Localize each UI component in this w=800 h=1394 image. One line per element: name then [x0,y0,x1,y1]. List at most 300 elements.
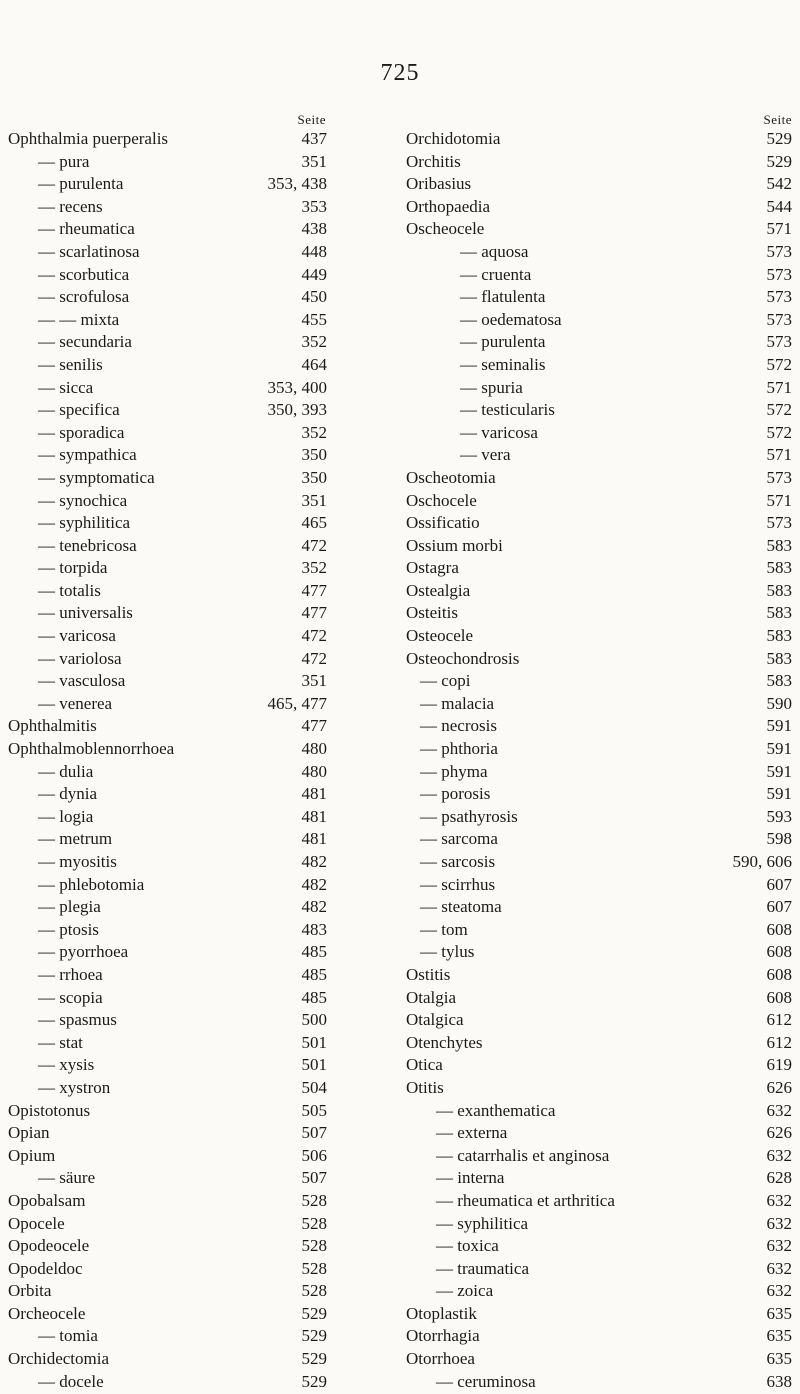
index-entry [406,1280,792,1303]
index-entry [8,173,396,196]
entry-term: — porosis [420,784,491,804]
entry-page-ref: 583 [766,648,792,668]
entry-page-ref: 352 [301,422,327,442]
entry-page-ref: 438 [301,219,327,239]
entry-page-ref: 480 [301,739,327,759]
entry-page-ref: 583 [766,603,792,623]
index-entry [406,1122,792,1145]
entry-page-ref: 583 [766,535,792,555]
entry-page-ref: 632 [766,1213,792,1233]
entry-page-ref: 477 [301,716,327,736]
entry-page-ref: 501 [301,1032,327,1052]
entry-term: — sarcoma [420,829,498,849]
index-entry [8,738,396,761]
index-entry [8,828,396,851]
entry-page-ref: 591 [766,716,792,736]
entry-page-ref: 472 [301,648,327,668]
entry-page-ref: 571 [766,445,792,465]
index-entry [406,806,792,829]
entry-term: — syphilitica [38,513,131,533]
index-entry [8,151,396,174]
entry-list [406,128,792,1393]
entry-term: — secundaria [38,332,132,352]
index-entry [406,490,792,513]
entry-page-ref: 352 [301,332,327,352]
entry-term: — purulenta [38,174,124,194]
entry-term: — phlebotomia [38,874,145,894]
entry-page-ref: 482 [301,874,327,894]
entry-term: — spuria [460,377,523,397]
entry-page-ref: 619 [766,1055,792,1075]
index-entry [406,1100,792,1123]
index-entry [8,1371,396,1394]
index-entry [406,602,792,625]
index-entry [8,919,396,942]
entry-term: — cruenta [460,264,532,284]
entry-page-ref: 632 [766,1258,792,1278]
index-entry [8,964,396,987]
index-entry [8,1280,396,1303]
entry-term: — synochica [38,490,128,510]
entry-term: — scopia [38,987,103,1007]
entry-term: Ophthalmia puerperalis [8,129,169,148]
entry-term: — sicca [38,377,94,397]
index-entry [406,241,792,264]
entry-term: — sporadica [38,422,125,442]
entry-page-ref: 465, 477 [267,693,327,713]
entry-page-ref: 583 [766,671,792,691]
index-entry [8,196,396,219]
entry-term: Orchitis [406,151,461,171]
entry-term: — metrum [38,829,113,849]
entry-list [8,128,396,1393]
entry-term: — spasmus [38,1010,117,1030]
index-entry [406,399,792,422]
entry-page-ref: 572 [766,422,792,442]
entry-page-ref: 608 [766,942,792,962]
entry-term: — externa [436,1123,508,1143]
entry-term: — zoica [436,1281,494,1301]
entry-page-ref: 583 [766,626,792,646]
entry-page-ref: 485 [301,987,327,1007]
entry-term: — symptomatica [38,467,155,487]
entry-term: Opobalsam [8,1190,86,1210]
index-entry [8,602,396,625]
entry-page-ref: 529 [301,1349,327,1369]
column-header-seite: Seite [297,112,326,127]
entry-page-ref: 507 [301,1168,327,1188]
entry-page-ref: 632 [766,1236,792,1256]
index-entry [8,1258,396,1281]
index-entry [8,444,396,467]
index-entry [406,331,792,354]
entry-term: Osteochondrosis [406,648,520,668]
entry-page-ref: 544 [766,196,792,216]
index-entry [8,1303,396,1326]
entry-page-ref: 472 [301,626,327,646]
entry-page-ref: 607 [766,874,792,894]
entry-term: — flatulenta [460,287,546,307]
index-entry [8,1145,396,1168]
entry-term: — phyma [420,761,488,781]
entry-page-ref: 350 [301,445,327,465]
index-entry [8,851,396,874]
page-number: 725 [380,60,420,86]
entry-page-ref: 483 [301,919,327,939]
entry-term: — docele [38,1371,104,1391]
index-entry [8,218,396,241]
entry-term: — seminalis [460,354,546,374]
index-entry [406,173,792,196]
entry-term: — traumatica [436,1258,529,1278]
entry-term: — oedematosa [460,309,562,329]
index-entry [8,399,396,422]
index-entry [406,693,792,716]
entry-page-ref: 573 [766,332,792,352]
entry-page-ref: 481 [301,784,327,804]
entry-page-ref: 352 [301,558,327,578]
entry-term: — universalis [38,603,133,623]
index-entry [8,783,396,806]
index-entry [406,1235,792,1258]
index-entry [8,264,396,287]
entry-page-ref: 593 [766,806,792,826]
entry-page-ref: 350, 393 [267,400,327,420]
entry-term: Ostealgia [406,580,471,600]
entry-term: Orcheocele [8,1303,86,1323]
entry-term: — plegia [38,897,101,917]
entry-page-ref: 450 [301,287,327,307]
entry-term: Orchidotomia [406,129,501,148]
index-entry [8,625,396,648]
index-column-right [406,112,792,1393]
index-entry [8,1100,396,1123]
entry-page-ref: 353, 400 [267,377,327,397]
index-entry [8,1054,396,1077]
entry-term: — recens [38,196,103,216]
entry-page-ref: 591 [766,761,792,781]
entry-term: — exanthematica [436,1100,556,1120]
index-entry [8,128,396,151]
entry-page-ref: 572 [766,400,792,420]
entry-page-ref: 542 [766,174,792,194]
index-entry [406,377,792,400]
entry-term: Orthopaedia [406,196,491,216]
entry-page-ref: 632 [766,1281,792,1301]
entry-page-ref: 571 [766,490,792,510]
entry-page-ref: 590 [766,693,792,713]
entry-term: — vera [460,445,511,465]
entry-term: — myositis [38,852,117,871]
entry-term: — scorbutica [38,264,130,284]
entry-term: Ossificatio [406,513,480,533]
entry-term: Ostagra [406,558,459,578]
entry-term: — syphilitica [436,1213,529,1233]
entry-page-ref: 573 [766,241,792,261]
index-entry [8,354,396,377]
entry-page-ref: 612 [766,1010,792,1030]
entry-term: — logia [38,806,94,826]
entry-page-ref: 529 [301,1326,327,1346]
entry-term: — scrofulosa [38,287,130,307]
index-entry [8,467,396,490]
entry-term: Otenchytes [406,1032,483,1052]
index-entry [8,670,396,693]
entry-page-ref: 481 [301,829,327,849]
index-entry [406,128,792,151]
index-entry [406,444,792,467]
index-entry [406,286,792,309]
index-entry [406,218,792,241]
entry-page-ref: 573 [766,467,792,487]
index-entry [406,1303,792,1326]
entry-term: Otitis [406,1077,444,1097]
entry-term: — pyorrhoea [38,942,129,962]
index-entry [8,715,396,738]
entry-term: Osteocele [406,626,474,646]
index-entry [8,1077,396,1100]
index-entry [8,1122,396,1145]
entry-term: — säure [38,1168,96,1188]
entry-term: Oschocele [406,490,477,510]
index-entry [8,941,396,964]
entry-term: Opistotonus [8,1100,91,1120]
entry-page-ref: 472 [301,535,327,555]
entry-term: — toxica [436,1236,499,1256]
entry-page-ref: 505 [301,1100,327,1120]
entry-term: — venerea [38,693,113,713]
entry-term: Opodeldoc [8,1258,83,1278]
entry-page-ref: 573 [766,513,792,533]
index-entry [406,964,792,987]
entry-page-ref: 448 [301,241,327,261]
index-entry [406,1371,792,1394]
entry-term: — testicularis [460,400,555,420]
entry-term: — rheumatica [38,219,135,239]
entry-term: Otalgica [406,1010,464,1030]
entry-term: Opocele [8,1213,65,1233]
index-entry [406,648,792,671]
entry-page-ref: 573 [766,264,792,284]
index-entry [8,1213,396,1236]
index-entry [406,625,792,648]
entry-term: — catarrhalis et anginosa [436,1145,610,1165]
entry-page-ref: 504 [301,1077,327,1097]
entry-term: — senilis [38,354,103,374]
entry-page-ref: 607 [766,897,792,917]
index-entry [406,738,792,761]
entry-term: Opodeocele [8,1236,90,1256]
entry-term: — sympathica [38,445,137,465]
entry-term: — rheumatica et arthritica [436,1190,615,1210]
entry-term: — steatoma [420,897,502,917]
entry-term: — dulia [38,761,94,781]
entry-term: — varicosa [38,626,116,646]
entry-term: — malacia [420,693,495,713]
index-entry [406,828,792,851]
entry-term: — totalis [38,580,101,600]
index-entry [406,941,792,964]
entry-term: Orchidectomia [8,1349,110,1369]
entry-term: — scirrhus [420,874,496,894]
entry-page-ref: 591 [766,739,792,759]
index-column-left [8,112,396,1393]
entry-term: — dynia [38,784,98,804]
entry-page-ref: 635 [766,1326,792,1346]
index-entry [406,715,792,738]
entry-page-ref: 638 [766,1371,792,1391]
entry-page-ref: 528 [301,1236,327,1256]
entry-term: Otalgia [406,987,457,1007]
index-entry [8,693,396,716]
entry-page-ref: 351 [301,151,327,171]
index-entry [406,422,792,445]
entry-term: Oribasius [406,174,472,194]
index-entry [406,1190,792,1213]
entry-page-ref: 351 [301,671,327,691]
entry-page-ref: 635 [766,1349,792,1369]
index-entry [406,309,792,332]
index-entry [8,648,396,671]
entry-page-ref: 485 [301,964,327,984]
entry-term: Ophthalmitis [8,716,97,736]
index-entry [406,467,792,490]
index-entry [406,1054,792,1077]
index-entry [406,535,792,558]
entry-term: — — mixta [38,309,120,329]
index-entry [406,1348,792,1371]
entry-page-ref: 632 [766,1145,792,1165]
entry-page-ref: 626 [766,1123,792,1143]
entry-term: Ossium morbi [406,535,503,555]
entry-term: — pura [38,151,90,171]
entry-page-ref: 477 [301,580,327,600]
index-entry [406,196,792,219]
index-entry [406,896,792,919]
entry-term: — phthoria [420,739,498,759]
entry-page-ref: 571 [766,377,792,397]
index-entry [8,241,396,264]
entry-page-ref: 455 [301,309,327,329]
entry-page-ref: 351 [301,490,327,510]
index-entry [406,1325,792,1348]
entry-page-ref: 500 [301,1010,327,1030]
entry-page-ref: 481 [301,806,327,826]
index-entry [406,557,792,580]
index-entry [8,1348,396,1371]
entry-term: Otorrhagia [406,1326,480,1346]
index-entry [8,1190,396,1213]
index-entry [8,490,396,513]
index-entry [406,1009,792,1032]
index-entry [8,987,396,1010]
entry-page-ref: 353 [301,196,327,216]
index-entry [406,987,792,1010]
entry-page-ref: 608 [766,987,792,1007]
index-entry [406,1167,792,1190]
entry-page-ref: 506 [301,1145,327,1165]
index-entry [406,851,792,874]
index-entry [406,354,792,377]
column-header-seite: Seite [763,112,792,127]
entry-page-ref: 528 [301,1258,327,1278]
index-entry [406,1258,792,1281]
entry-page-ref: 626 [766,1077,792,1097]
index-entry [406,874,792,897]
entry-page-ref: 608 [766,919,792,939]
entry-term: Otica [406,1055,443,1075]
entry-term: — copi [420,671,471,691]
entry-term: — vasculosa [38,671,126,691]
entry-page-ref: 632 [766,1100,792,1120]
entry-page-ref: 528 [301,1281,327,1301]
index-entry [406,580,792,603]
index-entry [8,896,396,919]
entry-page-ref: 465 [301,513,327,533]
entry-page-ref: 485 [301,942,327,962]
entry-page-ref: 350 [301,467,327,487]
entry-page-ref: 572 [766,354,792,374]
index-entry [8,874,396,897]
entry-term: — specifica [38,400,120,420]
entry-page-ref: 590, 606 [732,852,792,871]
entry-term: Oscheocele [406,219,485,239]
index-entry [8,535,396,558]
entry-page-ref: 571 [766,219,792,239]
entry-term: — torpida [38,558,108,578]
entry-term: — tylus [420,942,475,962]
entry-page-ref: 583 [766,558,792,578]
entry-term: Ophthalmoblennorrhoea [8,739,175,759]
index-entry [406,512,792,535]
index-entry [406,1213,792,1236]
index-entry [8,331,396,354]
entry-page-ref: 528 [301,1190,327,1210]
entry-page-ref: 573 [766,309,792,329]
entry-term: — scarlatinosa [38,241,140,261]
entry-page-ref: 529 [301,1371,327,1391]
entry-term: Ostitis [406,964,451,984]
entry-term: Opian [8,1123,50,1143]
entry-term: — rrhoea [38,964,103,984]
entry-term: — ceruminosa [436,1371,536,1391]
index-entry [406,919,792,942]
entry-term: — purulenta [460,332,546,352]
index-entry [8,557,396,580]
index-entry [8,1009,396,1032]
entry-term: — aquosa [460,241,529,261]
index-entry [406,151,792,174]
entry-page-ref: 353, 438 [267,174,327,194]
index-entry [406,1077,792,1100]
index-entry [406,670,792,693]
entry-term: — xysis [38,1055,95,1075]
index-entry [8,580,396,603]
index-entry [8,512,396,535]
index-entry [8,806,396,829]
entry-page-ref: 464 [301,354,327,374]
index-entry [406,783,792,806]
entry-term: — interna [436,1168,505,1188]
entry-page-ref: 529 [766,129,792,148]
index-entry [8,1235,396,1258]
entry-term: — xystron [38,1077,111,1097]
entry-page-ref: 529 [301,1303,327,1323]
entry-term: — variolosa [38,648,122,668]
index-entry [8,377,396,400]
entry-term: Orbita [8,1281,52,1301]
entry-page-ref: 501 [301,1055,327,1075]
